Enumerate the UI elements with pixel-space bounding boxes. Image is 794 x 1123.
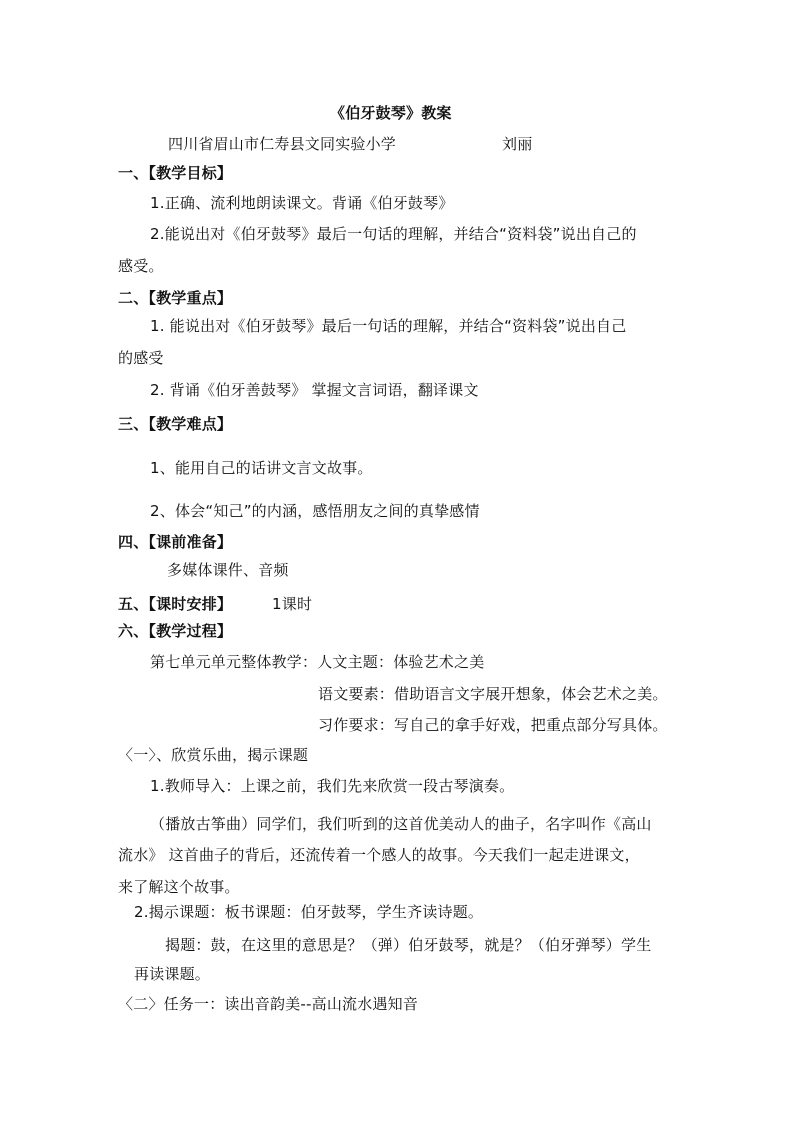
author-school: 四川省眉山市仁寿县文同实验小学 <box>168 135 397 153</box>
preparation-item: 多媒体课件、音频 <box>167 561 289 579</box>
process-paragraph: （播放古筝曲）同学们，我们听到的这首优美动人的曲子，名字叫作《高山 <box>150 815 652 833</box>
objective-item: 1.正确、流利地朗读课文。背诵《伯牙鼓琴》 <box>150 194 454 212</box>
process-paragraph: 揭题：鼓，在这里的意思是？（弹）伯牙鼓琴，就是？（伯牙弹琴）学生 <box>165 936 652 954</box>
key-point-item: 1. 能说出对《伯牙鼓琴》最后一句话的理解，并结合“资料袋”说出自己 <box>150 317 627 335</box>
unit-language-element: 语文要素：借助语言文字展开想象，体会艺术之美。 <box>318 685 668 703</box>
section-heading-objectives: 一、【教学目标】 <box>118 164 233 182</box>
difficulty-item: 1、能用自己的话讲文言文故事。 <box>150 459 373 477</box>
section-heading-preparation: 四、【课前准备】 <box>118 533 233 551</box>
section-heading-schedule: 五、【课时安排】 <box>118 595 233 613</box>
section-heading-process: 六、【教学过程】 <box>118 622 233 640</box>
author-name: 刘丽 <box>502 135 533 153</box>
difficulty-item: 2、体会“知己”的内涵，感悟朋友之间的真挚感情 <box>150 502 480 520</box>
section-heading-key-points: 二、【教学重点】 <box>118 289 233 307</box>
objective-item: 2.能说出对《伯牙鼓琴》最后一句话的理解，并结合“资料袋”说出自己的 <box>150 225 637 243</box>
objective-item-cont: 感受。 <box>118 257 164 275</box>
unit-writing-requirement: 习作要求：写自己的拿手好戏，把重点部分写具体。 <box>318 716 668 734</box>
key-point-item-cont: 的感受 <box>118 349 164 367</box>
process-paragraph-cont: 再读课题。 <box>134 965 211 983</box>
part-heading: 〈二〉任务一：读出音韵美--高山流水遇知音 <box>118 995 419 1013</box>
process-paragraph: 1.教师导入：上课之前，我们先来欣赏一段古琴演奏。 <box>150 777 515 795</box>
process-paragraph-cont: 来了解这个故事。 <box>118 878 240 896</box>
section-heading-difficulties: 三、【教学难点】 <box>118 415 233 433</box>
process-paragraph-cont: 流水》 这首曲子的背后，还流传着一个感人的故事。今天我们一起走进课文， <box>118 846 640 864</box>
unit-intro: 第七单元单元整体教学：人文主题：体验艺术之美 <box>150 653 485 671</box>
schedule-value: 1课时 <box>272 595 313 613</box>
part-heading: 〈一〉、欣赏乐曲，揭示课题 <box>118 746 309 764</box>
document-title: 《伯牙鼓琴》教案 <box>330 104 452 122</box>
key-point-item: 2. 背诵《伯牙善鼓琴》 掌握文言词语，翻译课文 <box>150 381 479 399</box>
process-paragraph: 2.揭示课题：板书课题：伯牙鼓琴，学生齐读诗题。 <box>134 903 484 921</box>
